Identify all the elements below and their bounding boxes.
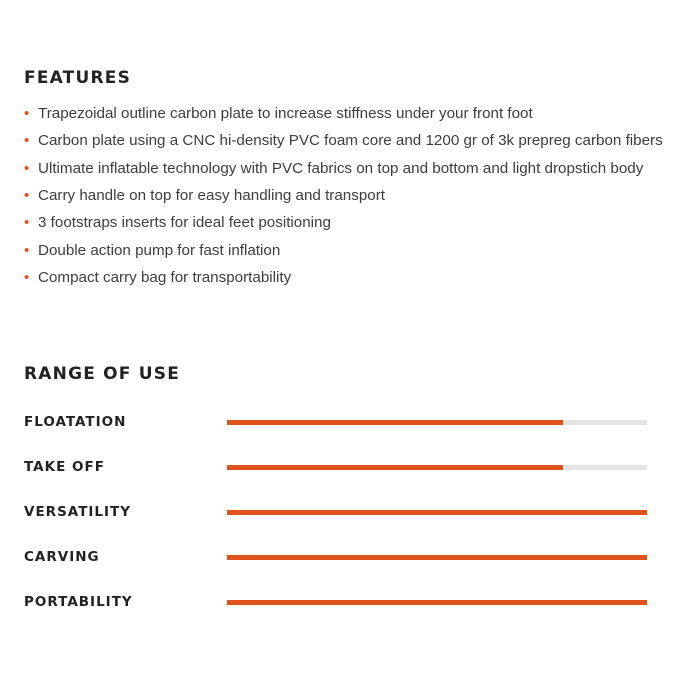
range-track	[227, 555, 647, 560]
range-track	[227, 420, 647, 425]
feature-item-text: Carry handle on top for easy handling and transport	[38, 187, 385, 205]
range-track	[227, 510, 647, 515]
feature-item	[24, 267, 674, 289]
range-fill	[227, 510, 647, 515]
features-list	[24, 103, 674, 294]
bullet-icon: •	[24, 159, 30, 177]
feature-item-text: Carbon plate using a CNC hi-density PVC foam core and 1200 gr of 3k prepreg carbon fibers	[38, 132, 663, 150]
range-label: TAKE OFF	[24, 459, 105, 475]
range-of-use-list	[24, 404, 674, 629]
range-label: FLOATATION	[24, 414, 127, 430]
feature-item-text: 3 footstraps inserts for ideal feet positioning	[38, 214, 331, 232]
range-row	[24, 584, 674, 629]
bullet-icon: •	[24, 241, 30, 259]
range-of-use-section-title: RANGE OF USE	[24, 364, 181, 384]
bullet-icon: •	[24, 187, 30, 205]
feature-item-text: Trapezoidal outline carbon plate to increase stiffness under your front foot	[38, 105, 533, 122]
range-fill	[227, 555, 647, 560]
range-fill	[227, 420, 563, 425]
range-label: VERSATILITY	[24, 504, 132, 520]
feature-item	[24, 130, 674, 152]
feature-item	[24, 240, 674, 262]
bullet-icon: •	[24, 132, 30, 150]
bullet-icon: •	[24, 269, 30, 287]
range-track	[227, 600, 647, 605]
features-section-title: FEATURES	[24, 68, 132, 88]
range-row	[24, 539, 674, 584]
feature-item-text: Double action pump for fast inflation	[38, 241, 281, 259]
feature-item	[24, 158, 674, 180]
bullet-icon: •	[24, 105, 30, 122]
range-row	[24, 494, 674, 539]
range-label: PORTABILITY	[24, 594, 133, 610]
feature-item-text: Compact carry bag for transportability	[38, 269, 292, 287]
range-label: CARVING	[24, 549, 100, 565]
range-track	[227, 465, 647, 470]
feature-item-text: Ultimate inflatable technology with PVC fabrics on top and bottom and light dropstich body	[38, 159, 644, 177]
range-fill	[227, 600, 647, 605]
range-fill	[227, 465, 563, 470]
feature-item	[24, 103, 674, 125]
feature-item	[24, 185, 674, 207]
feature-item	[24, 212, 674, 234]
range-row	[24, 404, 674, 449]
bullet-icon: •	[24, 214, 30, 232]
range-row	[24, 449, 674, 494]
